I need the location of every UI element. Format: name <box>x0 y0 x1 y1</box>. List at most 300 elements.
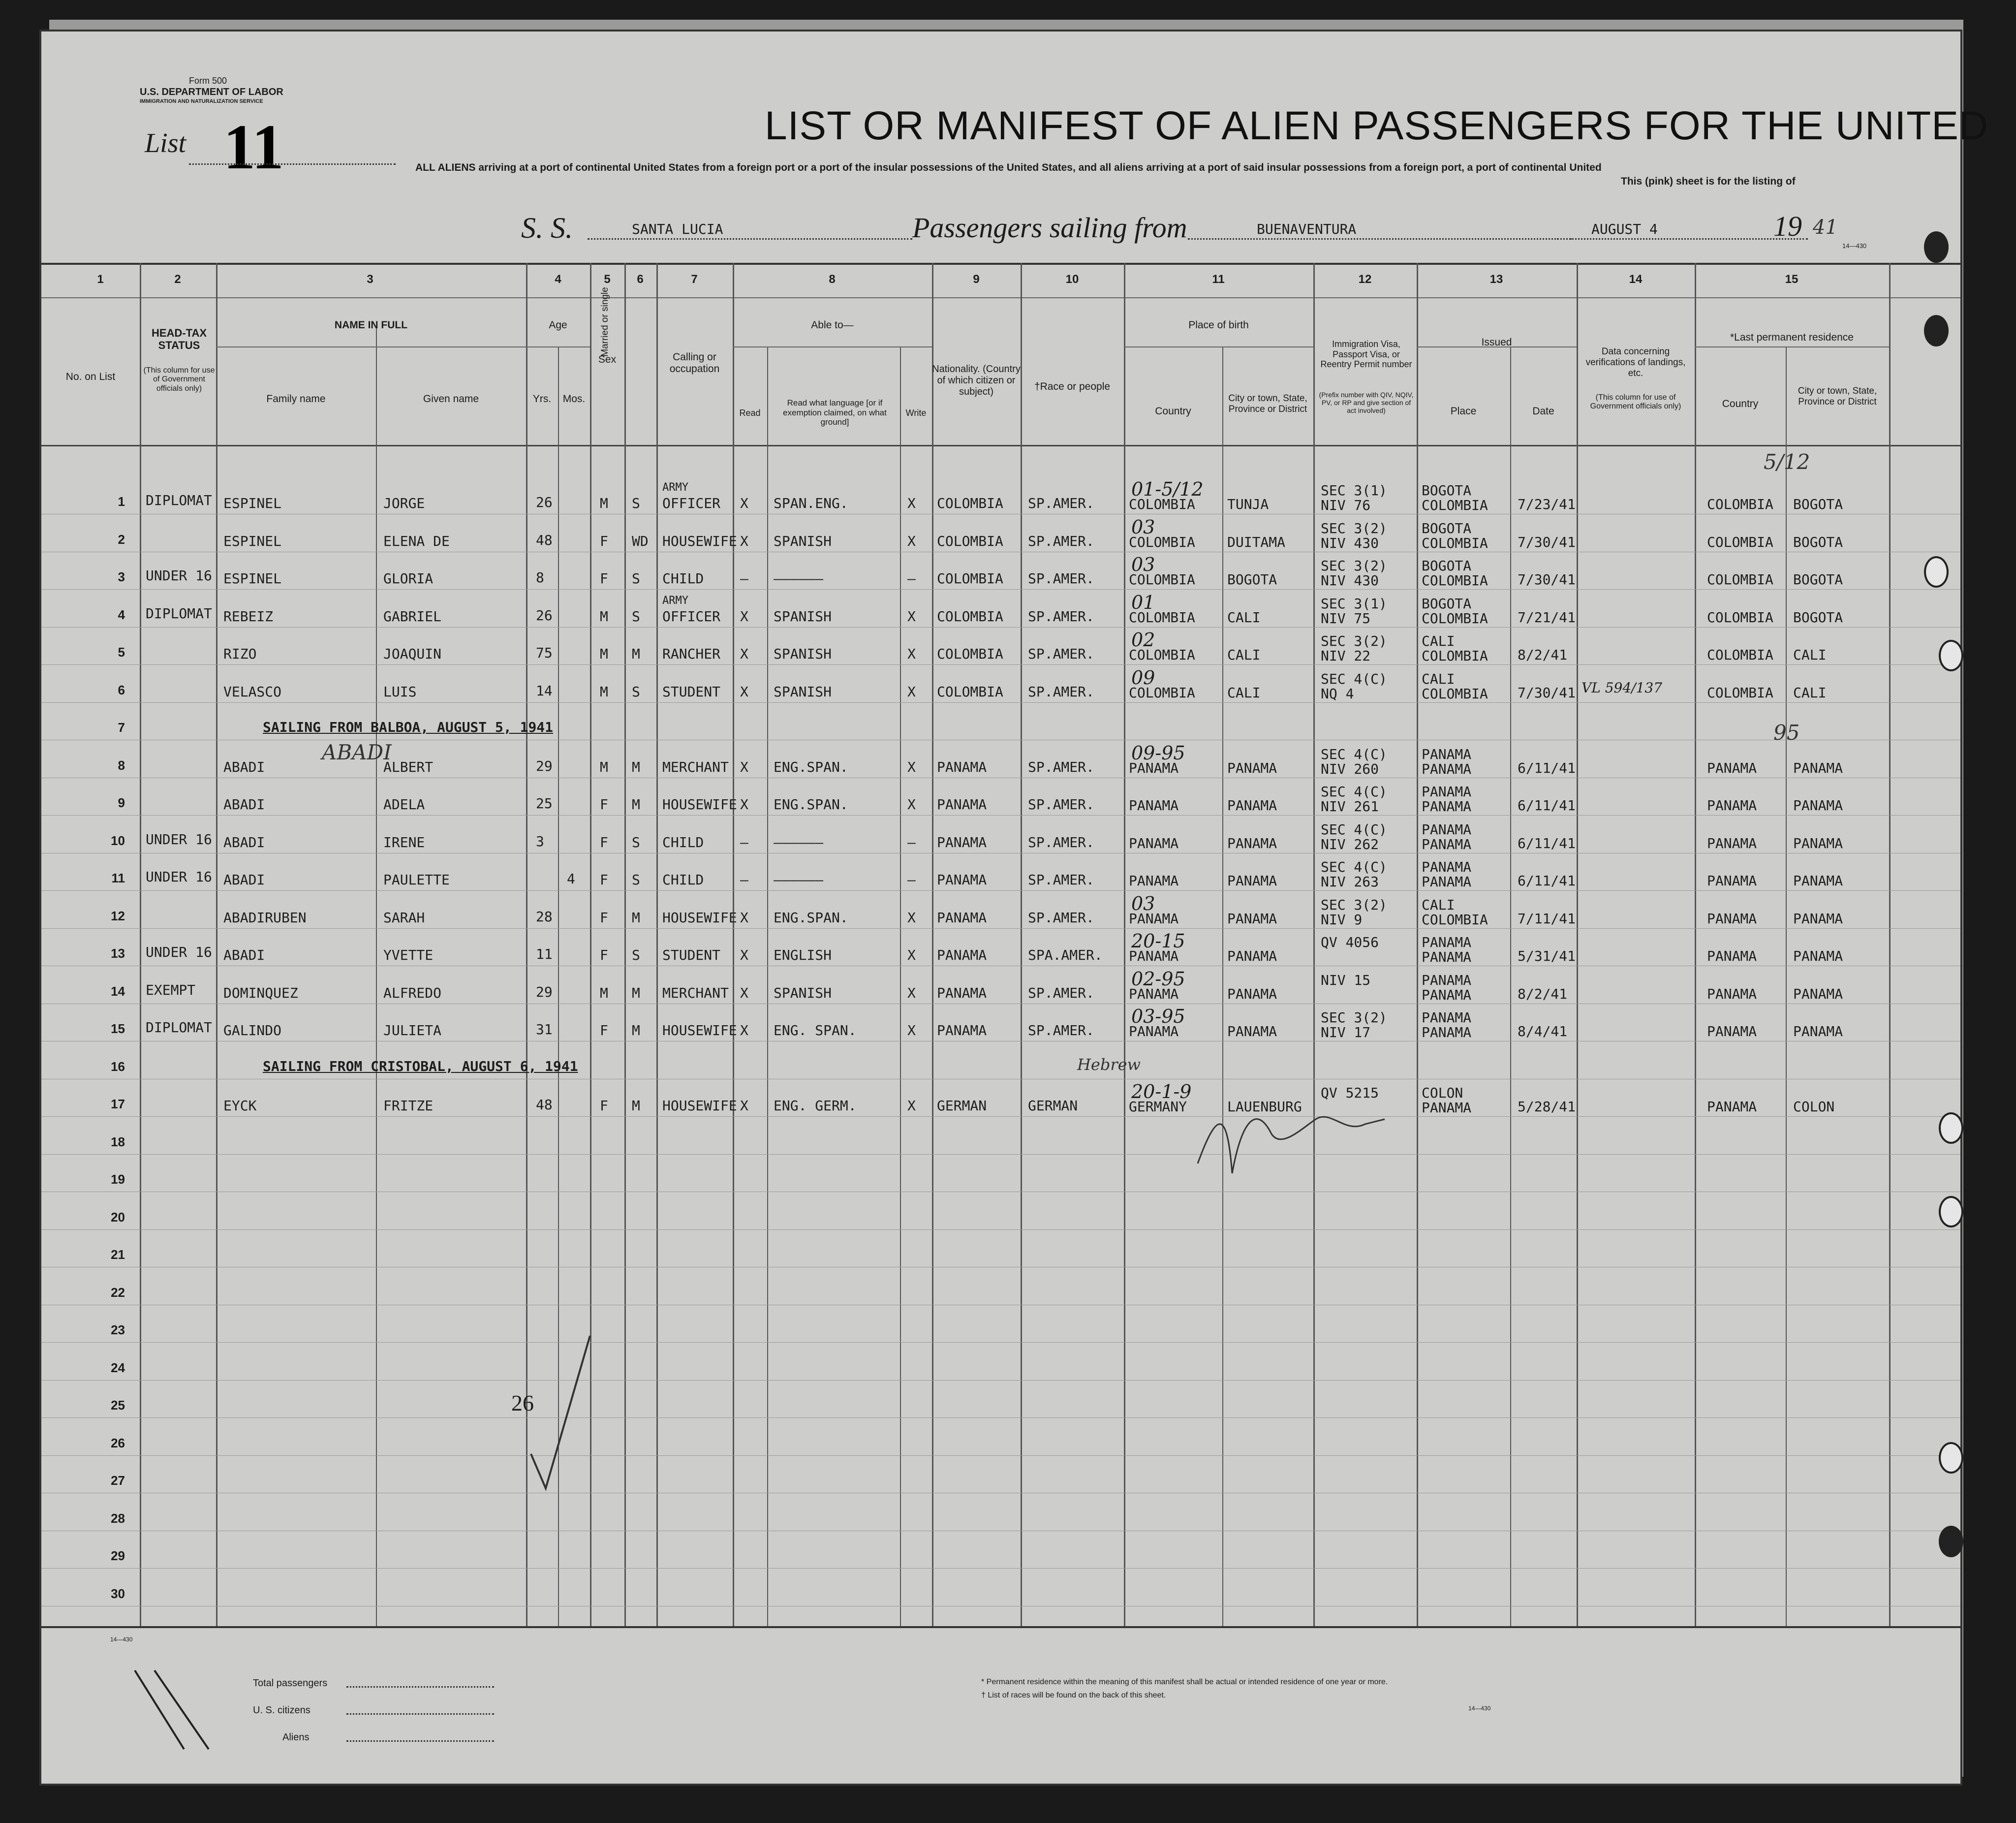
row-number: 25 <box>111 1398 125 1413</box>
sex: F <box>600 533 608 549</box>
race: SP.AMER. <box>1028 570 1094 587</box>
birth-city: CALI <box>1227 647 1261 663</box>
port-underline <box>1188 238 1572 240</box>
col-divider <box>1222 346 1223 1626</box>
header-read: Read <box>739 408 761 418</box>
residence-city: PANAMA <box>1793 948 1843 964</box>
family-name: VELASCO <box>223 683 282 700</box>
visa-line-1: SEC 3(2) <box>1321 1009 1387 1026</box>
head-tax-status: UNDER 16 <box>146 869 212 885</box>
given-name: SARAH <box>383 909 425 926</box>
birth-city: BOGOTA <box>1227 571 1277 588</box>
header-issued: Issued <box>1481 337 1512 348</box>
issued-date: 8/2/41 <box>1518 985 1568 1002</box>
row-number: 10 <box>111 833 125 848</box>
marital-status: M <box>632 758 640 775</box>
column-number: 1 <box>97 273 104 286</box>
issued-place-2: PANAMA <box>1422 1100 1472 1116</box>
col-divider <box>624 263 626 1626</box>
section-heading: SAILING FROM BALBOA, AUGUST 5, 1941 <box>263 719 554 735</box>
column-number: 2 <box>174 273 181 286</box>
issued-place-2: PANAMA <box>1422 1024 1472 1040</box>
issued-place-2: PANAMA <box>1422 798 1472 815</box>
manifest-sheet <box>39 30 1989 1786</box>
total-passengers-line <box>346 1686 494 1688</box>
birth-city: CALI <box>1227 609 1261 626</box>
col-divider <box>1417 263 1418 1626</box>
can-write: X <box>907 947 916 963</box>
col-divider <box>1695 263 1696 1626</box>
family-name: DOMINQUEZ <box>223 984 298 1001</box>
age-years: 11 <box>536 946 553 962</box>
issued-place-1: BOGOTA <box>1422 520 1472 536</box>
birth-city: DUITAMA <box>1227 534 1286 550</box>
visa-line-1: SEC 4(C) <box>1321 746 1387 762</box>
residence-country: COLOMBIA <box>1707 534 1773 550</box>
ss-label: S. S. <box>521 212 573 244</box>
row-number: 4 <box>118 607 125 622</box>
languages: SPAN.ENG. <box>774 495 848 511</box>
race: SP.AMER. <box>1028 984 1094 1001</box>
issued-place-2: COLOMBIA <box>1422 534 1488 551</box>
age-years: 29 <box>536 757 553 774</box>
row-number: 13 <box>111 946 125 961</box>
race: SP.AMER. <box>1028 608 1094 625</box>
can-read: X <box>740 495 748 511</box>
sex: M <box>600 495 608 511</box>
marital-status: S <box>632 947 640 963</box>
visa-line-2: NIV 430 <box>1321 534 1379 551</box>
birth-subheader-line <box>1124 346 1313 347</box>
occupation: HOUSEWIFE <box>662 533 737 549</box>
visa-line-2: NIV 9 <box>1321 911 1363 928</box>
handwritten-code: 02-95 <box>1131 968 1185 990</box>
residence-city: PANAMA <box>1793 1023 1843 1039</box>
given-name: ALFREDO <box>383 984 442 1001</box>
issued-place-1: PANAMA <box>1422 1009 1472 1026</box>
section-heading: SAILING FROM CRISTOBAL, AUGUST 6, 1941 <box>263 1058 578 1074</box>
column-number: 13 <box>1489 273 1503 286</box>
row-number: 11 <box>111 871 125 885</box>
marital-status: S <box>632 570 640 587</box>
issued-place-2: PANAMA <box>1422 949 1472 965</box>
col-divider <box>1124 263 1125 1626</box>
col-divider <box>1889 263 1891 1626</box>
residence-country: PANAMA <box>1707 759 1757 776</box>
occupation: CHILD <box>662 872 704 888</box>
languages: ENG. SPAN. <box>774 1022 857 1038</box>
header-age: Age <box>549 319 567 331</box>
residence-city: BOGOTA <box>1793 609 1843 626</box>
can-read: X <box>740 646 748 662</box>
family-name: ABADI <box>223 872 265 888</box>
handwritten-code: 03 <box>1131 554 1155 575</box>
row-number: 19 <box>111 1172 125 1187</box>
marital-status: M <box>632 1098 640 1114</box>
languages: ENG.SPAN. <box>774 758 848 775</box>
header-res-country: Country <box>1722 398 1759 409</box>
column-number: 6 <box>637 273 644 286</box>
visa-line-2: NQ 4 <box>1321 685 1354 702</box>
birth-country: COLOMBIA <box>1129 496 1195 512</box>
marital-status: S <box>632 683 640 700</box>
header-head-tax: HEAD-TAX STATUS <box>151 327 207 352</box>
issued-place-2: COLOMBIA <box>1422 610 1488 627</box>
birth-country: PANAMA <box>1129 1023 1179 1039</box>
birth-city: TUNJA <box>1227 496 1269 512</box>
header-bottom-border <box>41 445 1960 446</box>
list-number: 11 <box>223 112 284 183</box>
birth-city: PANAMA <box>1227 797 1277 814</box>
column-number: 10 <box>1065 273 1079 286</box>
footer-code-left: 14—430 <box>110 1636 133 1643</box>
binder-hole <box>1939 1442 1963 1474</box>
header-head-tax-note: (This column for use of Government officials only) <box>143 366 215 393</box>
header-birth-country: Country <box>1155 406 1191 417</box>
us-citizens-line <box>346 1713 494 1715</box>
row-number: 6 <box>118 682 125 697</box>
marital-status: S <box>632 872 640 888</box>
residence-country: PANAMA <box>1707 985 1757 1002</box>
header-write: Write <box>905 408 927 418</box>
birth-country: PANAMA <box>1129 948 1179 964</box>
languages: ENG.SPAN. <box>774 796 848 813</box>
residence-city: PANAMA <box>1793 759 1843 776</box>
age-years: 29 <box>536 983 553 1000</box>
residence-country: COLOMBIA <box>1707 496 1773 512</box>
race: SP.AMER. <box>1028 796 1094 813</box>
can-write: X <box>907 758 916 775</box>
header-res-city: City or town, State, Province or District <box>1798 386 1877 407</box>
residence-city: COLON <box>1793 1099 1835 1115</box>
residence-country: COLOMBIA <box>1707 609 1773 626</box>
marital-status: S <box>632 608 640 625</box>
header-able-to: Able to— <box>811 319 854 331</box>
row-number: 30 <box>111 1586 125 1601</box>
header-calling: Calling or occupation <box>669 351 720 375</box>
col-divider <box>1510 346 1511 1626</box>
visa-line-1: SEC 3(2) <box>1321 896 1387 913</box>
table-top-border <box>41 263 1960 265</box>
age-years: 31 <box>536 1021 553 1037</box>
birth-city: PANAMA <box>1227 948 1277 964</box>
birth-country: PANAMA <box>1129 835 1179 851</box>
binder-hole <box>1924 231 1949 263</box>
manifest-subtitle: ALL ALIENS arriving at a port of continental United States from a foreign port or a port of the insular possessions of the United States, and all aliens arriving at a port of said insular possessions from a foreign port, a port of continental United <box>415 162 1602 173</box>
can-read: X <box>740 683 748 700</box>
row-divider <box>41 1455 1960 1456</box>
issued-place-1: PANAMA <box>1422 821 1472 838</box>
header-issued-date: Date <box>1532 406 1554 417</box>
age-years: 48 <box>536 532 553 548</box>
issued-date: 6/11/41 <box>1518 797 1576 814</box>
column-number: 8 <box>829 273 836 286</box>
issued-place-2: PANAMA <box>1422 874 1472 890</box>
nationality: COLOMBIA <box>937 533 1003 549</box>
row-divider <box>41 664 1960 665</box>
occupation-prefix: ARMY <box>662 594 688 607</box>
row-number: 5 <box>118 645 125 660</box>
col-divider <box>932 263 933 1626</box>
languages: ENG. GERM. <box>774 1098 857 1114</box>
languages: SPANISH <box>774 984 832 1001</box>
issued-date: 7/11/41 <box>1518 910 1576 927</box>
sex: F <box>600 570 608 587</box>
issued-place-2: PANAMA <box>1422 836 1472 852</box>
header-visa-note: (Prefix number with QIV, NQIV, PV, or RP and give section of act involved) <box>1319 391 1414 415</box>
header-yrs: Yrs. <box>532 393 552 405</box>
residence-city: CALI <box>1793 684 1827 701</box>
visa-line-2: NIV 17 <box>1321 1024 1371 1040</box>
aliens-line <box>346 1740 494 1742</box>
can-read: X <box>740 758 748 775</box>
issued-date: 5/31/41 <box>1518 948 1576 964</box>
handwritten-code: 09-95 <box>1131 742 1185 764</box>
residence-city: CALI <box>1793 647 1827 663</box>
marital-status: M <box>632 984 640 1001</box>
handwritten-code: 02 <box>1131 629 1155 651</box>
occupation: RANCHER <box>662 646 721 662</box>
given-name: LUIS <box>383 683 417 700</box>
header-place-of-birth: Place of birth <box>1188 319 1249 331</box>
residence-country: PANAMA <box>1707 873 1757 889</box>
list-label: List <box>145 128 186 158</box>
visa-line-2: NIV 260 <box>1321 760 1379 777</box>
residence-country: COLOMBIA <box>1707 571 1773 588</box>
visa-line-1: SEC 3(2) <box>1321 558 1387 574</box>
form-number: Form 500 <box>189 76 227 86</box>
nationality: COLOMBIA <box>937 683 1003 700</box>
race: SP.AMER. <box>1028 533 1094 549</box>
header-read-what: Read what language [or if exemption claimed, on what ground] <box>783 398 887 427</box>
occupation: HOUSEWIFE <box>662 909 737 926</box>
port-name: BUENAVENTURA <box>1257 221 1357 237</box>
row-number: 9 <box>118 795 125 810</box>
manifest-subtitle-2: This (pink) sheet is for the listing of <box>1621 176 1796 187</box>
column-number: 5 <box>604 273 611 286</box>
col-divider <box>140 263 141 1626</box>
can-read: — <box>740 834 748 850</box>
name-subheader-line <box>216 346 526 347</box>
occupation: STUDENT <box>662 947 721 963</box>
column-number: 12 <box>1358 273 1372 286</box>
given-name: JOAQUIN <box>383 646 442 662</box>
head-tax-status: EXEMPT <box>146 981 196 998</box>
visa-line-1: QV 5215 <box>1321 1085 1379 1101</box>
age-months: 4 <box>567 871 575 887</box>
occupation: HOUSEWIFE <box>662 1098 737 1114</box>
can-write: X <box>907 796 916 813</box>
family-name: ABADI <box>223 758 265 775</box>
header-name-in-full: NAME IN FULL <box>334 319 408 331</box>
row-number: 15 <box>111 1021 125 1036</box>
family-name: ESPINEL <box>223 533 282 549</box>
col-divider <box>1577 263 1578 1626</box>
header-data-note: (This column for use of Government officials only) <box>1590 393 1681 411</box>
birth-country: COLOMBIA <box>1129 647 1195 663</box>
birth-city: CALI <box>1227 684 1261 701</box>
issued-place-1: CALI <box>1422 633 1455 649</box>
issued-place-1: COLON <box>1422 1085 1463 1101</box>
age-years: 14 <box>536 682 553 699</box>
row-number: 24 <box>111 1360 125 1375</box>
col-divider <box>216 263 217 1626</box>
can-read: X <box>740 947 748 963</box>
issued-place-1: CALI <box>1422 896 1455 913</box>
binder-hole <box>1939 1526 1963 1557</box>
family-name: ESPINEL <box>223 570 282 587</box>
header-nationality: Nationality. (Country of which citizen or subject) <box>932 364 1021 397</box>
manifest-title: LIST OR MANIFEST OF ALIEN PASSENGERS FOR THE UNITED <box>765 103 1989 148</box>
nationality: PANAMA <box>937 1022 987 1038</box>
visa-line-2: NIV 75 <box>1321 610 1371 627</box>
able-subheader-line <box>733 346 932 347</box>
sex: F <box>600 1022 608 1038</box>
race: GERMAN <box>1028 1098 1078 1114</box>
handwritten-5-12: 5/12 <box>1764 450 1810 474</box>
given-name: YVETTE <box>383 947 434 963</box>
sex: F <box>600 1098 608 1114</box>
visa-line-1: SEC 3(2) <box>1321 520 1387 536</box>
can-write: X <box>907 909 916 926</box>
birth-city: PANAMA <box>1227 1023 1277 1039</box>
issued-date: 7/21/41 <box>1518 609 1576 626</box>
row-number: 1 <box>118 494 125 509</box>
sex: M <box>600 646 608 662</box>
can-write: X <box>907 495 916 511</box>
given-name: GABRIEL <box>383 608 442 625</box>
occupation: CHILD <box>662 570 704 587</box>
row-number: 3 <box>118 569 125 584</box>
birth-country: COLOMBIA <box>1129 571 1195 588</box>
nationality: PANAMA <box>937 872 987 888</box>
sex: F <box>600 872 608 888</box>
visa-line-1: SEC 4(C) <box>1321 670 1387 687</box>
languages: SPANISH <box>774 646 832 662</box>
birth-city: PANAMA <box>1227 910 1277 927</box>
row-divider <box>41 890 1960 891</box>
sex: M <box>600 608 608 625</box>
nationality: PANAMA <box>937 947 987 963</box>
marital-status: M <box>632 1022 640 1038</box>
col-divider <box>900 346 901 1626</box>
can-write: X <box>907 608 916 625</box>
row-divider <box>41 702 1960 703</box>
birth-country: COLOMBIA <box>1129 534 1195 550</box>
nationality: COLOMBIA <box>937 570 1003 587</box>
head-tax-status: DIPLOMAT <box>146 605 212 622</box>
visa-line-1: SEC 4(C) <box>1321 859 1387 875</box>
header-issued-place: Place <box>1450 406 1477 417</box>
row-number: 16 <box>111 1059 125 1074</box>
languages: SPANISH <box>774 533 832 549</box>
issued-date: 7/23/41 <box>1518 496 1576 512</box>
languages: SPANISH <box>774 608 832 625</box>
residence-city: PANAMA <box>1793 873 1843 889</box>
birth-country: PANAMA <box>1129 985 1179 1002</box>
sailing-label: Passengers sailing from <box>912 212 1187 244</box>
nationality: PANAMA <box>937 909 987 926</box>
residence-country: COLOMBIA <box>1707 647 1773 663</box>
head-tax-status: DIPLOMAT <box>146 1019 212 1036</box>
verification-data: VL 594/137 <box>1582 679 1663 696</box>
issued-date: 6/11/41 <box>1518 873 1576 889</box>
sex: M <box>600 984 608 1001</box>
nationality: GERMAN <box>937 1098 987 1114</box>
footnote-residence: * Permanent residence within the meaning of this manifest shall be actual or intended residence of one year or more. <box>981 1678 1388 1686</box>
visa-line-1: NIV 15 <box>1321 972 1371 988</box>
visa-line-1: SEC 4(C) <box>1321 821 1387 838</box>
occupation: MERCHANT <box>662 758 729 775</box>
header-last-residence: *Last permanent residence <box>1730 332 1854 343</box>
check-mark-icon <box>526 1331 595 1498</box>
age-years: 75 <box>536 645 553 661</box>
can-write: — <box>907 834 916 850</box>
issued-date: 8/2/41 <box>1518 647 1568 663</box>
row-divider <box>41 1154 1960 1155</box>
sex: F <box>600 834 608 850</box>
residence-country: PANAMA <box>1707 797 1757 814</box>
service-name: IMMIGRATION AND NATURALIZATION SERVICE <box>140 98 263 104</box>
visa-line-1: SEC 4(C) <box>1321 784 1387 800</box>
row-number: 18 <box>111 1134 125 1149</box>
row-divider <box>41 1417 1960 1418</box>
family-name: EYCK <box>223 1098 257 1114</box>
department-name: U.S. DEPARTMENT OF LABOR <box>140 87 283 97</box>
can-read: — <box>740 570 748 587</box>
visa-line-1: SEC 3(2) <box>1321 633 1387 649</box>
row-number: 26 <box>111 1435 125 1450</box>
row-number: 7 <box>118 720 125 735</box>
row-number: 8 <box>118 757 125 773</box>
handwritten-code: 03-95 <box>1131 1006 1185 1027</box>
languages: —————— <box>774 570 824 587</box>
issued-place-1: CALI <box>1422 670 1455 687</box>
row-number: 2 <box>118 532 125 547</box>
year-suffix: 41 <box>1813 216 1838 239</box>
birth-country: PANAMA <box>1129 910 1179 927</box>
age-years: 28 <box>536 908 553 925</box>
visa-line-1: SEC 3(1) <box>1321 482 1387 499</box>
header-family-name: Family name <box>266 393 326 405</box>
marital-status: M <box>632 796 640 813</box>
occupation: HOUSEWIFE <box>662 1022 737 1038</box>
col-divider <box>376 327 377 1626</box>
marital-status: M <box>632 646 640 662</box>
birth-country: PANAMA <box>1129 759 1179 776</box>
sex: M <box>600 758 608 775</box>
col-divider <box>656 263 658 1626</box>
given-name: ADELA <box>383 796 425 813</box>
nationality: COLOMBIA <box>937 646 1003 662</box>
issued-date: 7/30/41 <box>1518 534 1576 550</box>
can-write: X <box>907 646 916 662</box>
given-name: ALBERT <box>383 758 434 775</box>
row-number: 23 <box>111 1322 125 1337</box>
marital-status: WD <box>632 533 649 549</box>
col-divider <box>1786 346 1787 1626</box>
age-years: 26 <box>536 494 553 510</box>
given-name: PAULETTE <box>383 872 450 888</box>
nationality: PANAMA <box>937 834 987 850</box>
issued-date: 8/4/41 <box>1518 1023 1568 1039</box>
race: SP.AMER. <box>1028 683 1094 700</box>
issued-date: 7/30/41 <box>1518 684 1576 701</box>
header-race: †Race or people <box>1034 381 1111 392</box>
column-number: 11 <box>1212 273 1225 286</box>
handwritten-abadi: ABADI <box>322 740 392 764</box>
given-name: ELENA DE <box>383 533 450 549</box>
